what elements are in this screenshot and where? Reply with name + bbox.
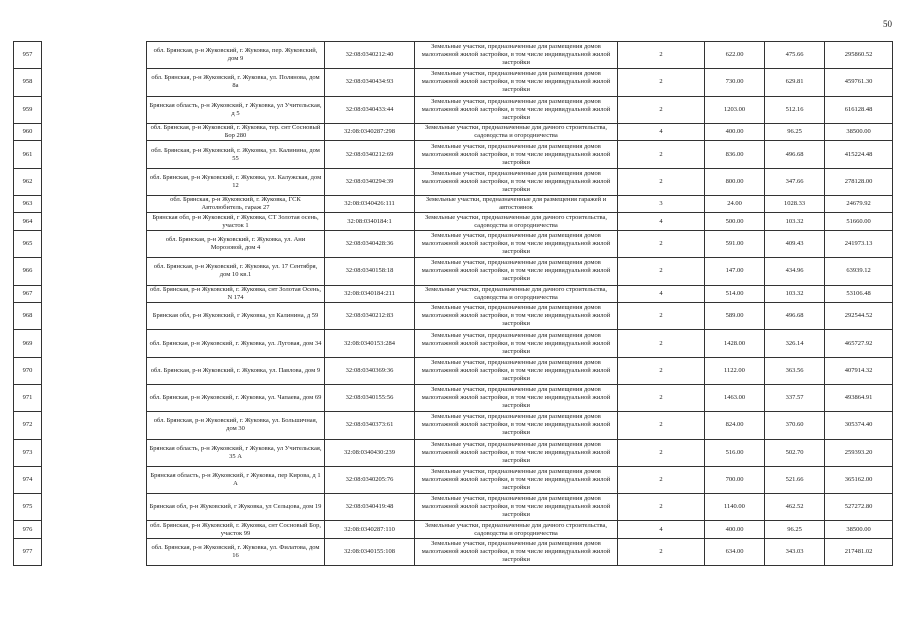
table-row <box>14 123 893 141</box>
group-cell: 2 <box>618 330 705 357</box>
cadastral-rate-cell: 434.96 <box>765 258 825 285</box>
address-cell: обл. Брянская, р-н Жуковский, г. Жуковка, ул. Луговая, дом 34 <box>147 330 325 357</box>
area-cell: 800.00 <box>705 168 765 195</box>
cadastral-rate-cell: 521.66 <box>765 466 825 493</box>
spacer-cell <box>42 168 147 195</box>
table-row <box>14 230 893 257</box>
cadastral-value-cell: 217481.02 <box>825 538 893 565</box>
land-use-purpose-cell: Земельные участки, предназначенные для размещения домов малоэтажной жилой застройки, в том числе индивидуальной жилой застройки <box>415 230 618 257</box>
spacer-cell <box>42 466 147 493</box>
cadastral-rate-cell: 475.66 <box>765 42 825 69</box>
row-number-cell: 975 <box>14 494 42 521</box>
table-row <box>14 141 893 168</box>
cadastral-value-cell: 63939.12 <box>825 258 893 285</box>
land-use-purpose-cell: Земельные участки, предназначенные для размещения домов малоэтажной жилой застройки, в том числе индивидуальной жилой застройки <box>415 141 618 168</box>
table-row <box>14 213 893 231</box>
row-number-cell: 966 <box>14 258 42 285</box>
cadastral-value-cell: 493864.91 <box>825 384 893 411</box>
address-cell: обл. Брянская, р-н Жуковский, г. Жуковка, ул. Ани Морозовой, дом 4 <box>147 230 325 257</box>
land-use-purpose-cell: Земельные участки, предназначенные для размещения домов малоэтажной жилой застройки, в том числе индивидуальной жилой застройки <box>415 357 618 384</box>
land-plots-table <box>13 41 893 566</box>
address-cell: обл. Брянская, р-н Жуковский, г. Жуковка, тер. снт Сосновый Бор 280 <box>147 123 325 141</box>
land-use-purpose-cell: Земельные участки, предназначенные для размещения домов малоэтажной жилой застройки, в том числе индивидуальной жилой застройки <box>415 69 618 96</box>
page-number: 50 <box>883 19 892 29</box>
land-use-purpose-cell: Земельные участки, предназначенные для размещения домов малоэтажной жилой застройки, в том числе индивидуальной жилой застройки <box>415 330 618 357</box>
group-cell: 2 <box>618 96 705 123</box>
spacer-cell <box>42 357 147 384</box>
spacer-cell <box>42 303 147 330</box>
cadastral-number-cell: 32:08:0340287:110 <box>325 521 415 539</box>
cadastral-rate-cell: 337.57 <box>765 384 825 411</box>
table-row <box>14 521 893 539</box>
address-cell: обл. Брянская, р-н Жуковский, г. Жуковка, ул. Филатова, дом 16 <box>147 538 325 565</box>
address-cell: обл. Брянская, р-н Жуковский, г. Жуковка, ул. Чапаева, дом 69 <box>147 384 325 411</box>
group-cell: 3 <box>618 195 705 213</box>
table-row <box>14 42 893 69</box>
row-number-cell: 974 <box>14 466 42 493</box>
cadastral-rate-cell: 370.60 <box>765 412 825 439</box>
table-row <box>14 412 893 439</box>
land-use-purpose-cell: Земельные участки, предназначенные для дачного строительства, садоводства и огородничества <box>415 123 618 141</box>
cadastral-rate-cell: 512.16 <box>765 96 825 123</box>
cadastral-number-cell: 32:08:0340419:48 <box>325 494 415 521</box>
row-number-cell: 961 <box>14 141 42 168</box>
spacer-cell <box>42 96 147 123</box>
table-row <box>14 69 893 96</box>
cadastral-value-cell: 305374.40 <box>825 412 893 439</box>
area-cell: 1122.00 <box>705 357 765 384</box>
cadastral-number-cell: 32:08:0340212:83 <box>325 303 415 330</box>
address-cell: Брянская обл, р-н Жуковский, г Жуковка, ул Калинина, д 59 <box>147 303 325 330</box>
land-use-purpose-cell: Земельные участки, предназначенные для размещения домов малоэтажной жилой застройки, в том числе индивидуальной жилой застройки <box>415 303 618 330</box>
cadastral-value-cell: 38500.00 <box>825 123 893 141</box>
row-number-cell: 963 <box>14 195 42 213</box>
table-row <box>14 195 893 213</box>
cadastral-value-cell: 295860.52 <box>825 42 893 69</box>
land-use-purpose-cell: Земельные участки, предназначенные для размещения домов малоэтажной жилой застройки, в том числе индивидуальной жилой застройки <box>415 538 618 565</box>
row-number-cell: 958 <box>14 69 42 96</box>
area-cell: 824.00 <box>705 412 765 439</box>
land-use-purpose-cell: Земельные участки, предназначенные для размещения домов малоэтажной жилой застройки, в том числе индивидуальной жилой застройки <box>415 42 618 69</box>
address-cell: Брянская область, р-н Жуковский, г Жуковка, ул Учительская, 35 А <box>147 439 325 466</box>
spacer-cell <box>42 384 147 411</box>
cadastral-number-cell: 32:08:0340184:1 <box>325 213 415 231</box>
land-use-purpose-cell: Земельные участки, предназначенные для размещения домов малоэтажной жилой застройки, в том числе индивидуальной жилой застройки <box>415 168 618 195</box>
table-row <box>14 168 893 195</box>
land-use-purpose-cell: Земельные участки, предназначенные для размещения домов малоэтажной жилой застройки, в том числе индивидуальной жилой застройки <box>415 384 618 411</box>
area-cell: 516.00 <box>705 439 765 466</box>
land-use-purpose-cell: Земельные участки, предназначенные для размещения домов малоэтажной жилой застройки, в том числе индивидуальной жилой застройки <box>415 96 618 123</box>
cadastral-rate-cell: 496.68 <box>765 141 825 168</box>
group-cell: 2 <box>618 494 705 521</box>
cadastral-rate-cell: 409.43 <box>765 230 825 257</box>
group-cell: 2 <box>618 466 705 493</box>
spacer-cell <box>42 258 147 285</box>
spacer-cell <box>42 439 147 466</box>
address-cell: обл. Брянская, р-н Жуковский, г. Жуковка, ГСК Автолюбитель, гараж 27 <box>147 195 325 213</box>
cadastral-value-cell: 259393.20 <box>825 439 893 466</box>
address-cell: Брянская область, р-н Жуковский, г Жуковка, ул Учительская, д 5 <box>147 96 325 123</box>
group-cell: 2 <box>618 538 705 565</box>
area-cell: 514.00 <box>705 285 765 303</box>
table-body <box>14 42 893 566</box>
group-cell: 2 <box>618 258 705 285</box>
cadastral-value-cell: 53106.48 <box>825 285 893 303</box>
table-row <box>14 330 893 357</box>
group-cell: 2 <box>618 141 705 168</box>
spacer-cell <box>42 494 147 521</box>
address-cell: Брянская обл, р-н Жуковский, г Жуковка, ул Сельцова, дом 19 <box>147 494 325 521</box>
address-cell: обл. Брянская, р-н Жуковский, г. Жуковка, снт Сосновый Бор, участок 99 <box>147 521 325 539</box>
spacer-cell <box>42 412 147 439</box>
row-number-cell: 970 <box>14 357 42 384</box>
group-cell: 2 <box>618 303 705 330</box>
spacer-cell <box>42 521 147 539</box>
row-number-cell: 957 <box>14 42 42 69</box>
row-number-cell: 972 <box>14 412 42 439</box>
spacer-cell <box>42 141 147 168</box>
cadastral-rate-cell: 103.32 <box>765 285 825 303</box>
cadastral-rate-cell: 343.03 <box>765 538 825 565</box>
group-cell: 2 <box>618 230 705 257</box>
cadastral-value-cell: 616128.48 <box>825 96 893 123</box>
cadastral-number-cell: 32:08:0340155:56 <box>325 384 415 411</box>
row-number-cell: 960 <box>14 123 42 141</box>
row-number-cell: 976 <box>14 521 42 539</box>
area-cell: 1203.00 <box>705 96 765 123</box>
cadastral-number-cell: 32:08:0340212:69 <box>325 141 415 168</box>
group-cell: 2 <box>618 384 705 411</box>
cadastral-number-cell: 32:08:0340153:284 <box>325 330 415 357</box>
group-cell: 2 <box>618 168 705 195</box>
cadastral-value-cell: 465727.92 <box>825 330 893 357</box>
row-number-cell: 959 <box>14 96 42 123</box>
area-cell: 634.00 <box>705 538 765 565</box>
row-number-cell: 977 <box>14 538 42 565</box>
cadastral-value-cell: 365162.00 <box>825 466 893 493</box>
row-number-cell: 967 <box>14 285 42 303</box>
cadastral-number-cell: 32:08:0340205:76 <box>325 466 415 493</box>
cadastral-value-cell: 292544.52 <box>825 303 893 330</box>
spacer-cell <box>42 123 147 141</box>
group-cell: 4 <box>618 123 705 141</box>
spacer-cell <box>42 538 147 565</box>
cadastral-number-cell: 32:08:0340426:111 <box>325 195 415 213</box>
cadastral-rate-cell: 629.81 <box>765 69 825 96</box>
address-cell: Брянская обл, р-н Жуковский, г Жуковка, СТ Золотая осень, участок 1 <box>147 213 325 231</box>
area-cell: 700.00 <box>705 466 765 493</box>
row-number-cell: 971 <box>14 384 42 411</box>
row-number-cell: 962 <box>14 168 42 195</box>
cadastral-rate-cell: 1028.33 <box>765 195 825 213</box>
table-row <box>14 258 893 285</box>
cadastral-rate-cell: 502.70 <box>765 439 825 466</box>
address-cell: обл. Брянская, р-н Жуковский, г. Жуковка, пер. Жуковский, дом 9 <box>147 42 325 69</box>
cadastral-number-cell: 32:08:0340369:36 <box>325 357 415 384</box>
group-cell: 2 <box>618 69 705 96</box>
area-cell: 24.00 <box>705 195 765 213</box>
area-cell: 147.00 <box>705 258 765 285</box>
address-cell: обл. Брянская, р-н Жуковский, г. Жуковка, ул. Большичная, дом 30 <box>147 412 325 439</box>
group-cell: 4 <box>618 285 705 303</box>
spacer-cell <box>42 42 147 69</box>
table-row <box>14 494 893 521</box>
address-cell: обл. Брянская, р-н Жуковский, г. Жуковка, ул. Павлова, дом 9 <box>147 357 325 384</box>
address-cell: обл. Брянская, р-н Жуковский, г. Жуковка, снт Золотая Осень, N 174 <box>147 285 325 303</box>
table-row <box>14 538 893 565</box>
area-cell: 622.00 <box>705 42 765 69</box>
area-cell: 1428.00 <box>705 330 765 357</box>
group-cell: 2 <box>618 439 705 466</box>
cadastral-number-cell: 32:08:0340155:108 <box>325 538 415 565</box>
cadastral-number-cell: 32:08:0340184:211 <box>325 285 415 303</box>
table-row <box>14 303 893 330</box>
area-cell: 836.00 <box>705 141 765 168</box>
cadastral-value-cell: 241973.13 <box>825 230 893 257</box>
cadastral-value-cell: 38500.00 <box>825 521 893 539</box>
area-cell: 1140.00 <box>705 494 765 521</box>
land-use-purpose-cell: Земельные участки, предназначенные для размещения домов малоэтажной жилой застройки, в том числе индивидуальной жилой застройки <box>415 494 618 521</box>
cadastral-number-cell: 32:08:0340430:239 <box>325 439 415 466</box>
land-use-purpose-cell: Земельные участки, предназначенные для дачного строительства, садоводства и огородничества <box>415 213 618 231</box>
spacer-cell <box>42 330 147 357</box>
cadastral-number-cell: 32:08:0340212:40 <box>325 42 415 69</box>
group-cell: 2 <box>618 42 705 69</box>
cadastral-number-cell: 32:08:0340373:61 <box>325 412 415 439</box>
group-cell: 4 <box>618 213 705 231</box>
land-use-purpose-cell: Земельные участки, предназначенные для дачного строительства, садоводства и огородничества <box>415 521 618 539</box>
spacer-cell <box>42 285 147 303</box>
table-row <box>14 285 893 303</box>
spacer-cell <box>42 213 147 231</box>
area-cell: 730.00 <box>705 69 765 96</box>
address-cell: обл. Брянская, р-н Жуковский, г. Жуковка, ул. Полянова, дом 8а <box>147 69 325 96</box>
cadastral-value-cell: 278128.00 <box>825 168 893 195</box>
cadastral-value-cell: 24679.92 <box>825 195 893 213</box>
cadastral-rate-cell: 347.66 <box>765 168 825 195</box>
address-cell: обл. Брянская, р-н Жуковский, г. Жуковка, ул. 17 Сентября, дом 10 кв.1 <box>147 258 325 285</box>
row-number-cell: 964 <box>14 213 42 231</box>
cadastral-value-cell: 407914.32 <box>825 357 893 384</box>
spacer-cell <box>42 195 147 213</box>
address-cell: обл. Брянская, р-н Жуковский, г. Жуковка, ул. Калужская, дом 12 <box>147 168 325 195</box>
table-row <box>14 357 893 384</box>
cadastral-rate-cell: 326.14 <box>765 330 825 357</box>
row-number-cell: 965 <box>14 230 42 257</box>
area-cell: 1463.00 <box>705 384 765 411</box>
spacer-cell <box>42 230 147 257</box>
cadastral-number-cell: 32:08:0340428:36 <box>325 230 415 257</box>
area-cell: 500.00 <box>705 213 765 231</box>
group-cell: 4 <box>618 521 705 539</box>
cadastral-rate-cell: 462.52 <box>765 494 825 521</box>
group-cell: 2 <box>618 412 705 439</box>
cadastral-value-cell: 459761.30 <box>825 69 893 96</box>
address-cell: Брянская область, р-н Жуковский, г Жуковка, пер Кирова, д 1 А <box>147 466 325 493</box>
group-cell: 2 <box>618 357 705 384</box>
address-cell: обл. Брянская, р-н Жуковский, г. Жуковка, ул. Калинина, дом 55 <box>147 141 325 168</box>
area-cell: 589.00 <box>705 303 765 330</box>
cadastral-rate-cell: 96.25 <box>765 123 825 141</box>
row-number-cell: 969 <box>14 330 42 357</box>
spacer-cell <box>42 69 147 96</box>
row-number-cell: 973 <box>14 439 42 466</box>
row-number-cell: 968 <box>14 303 42 330</box>
cadastral-number-cell: 32:08:0340287:298 <box>325 123 415 141</box>
land-use-purpose-cell: Земельные участки, предназначенные для размещения домов малоэтажной жилой застройки, в том числе индивидуальной жилой застройки <box>415 412 618 439</box>
cadastral-number-cell: 32:08:0340433:44 <box>325 96 415 123</box>
table-row <box>14 96 893 123</box>
land-use-purpose-cell: Земельные участки, предназначенные для размещения домов малоэтажной жилой застройки, в том числе индивидуальной жилой застройки <box>415 258 618 285</box>
cadastral-rate-cell: 363.56 <box>765 357 825 384</box>
land-use-purpose-cell: Земельные участки, предназначенные для размещения домов малоэтажной жилой застройки, в том числе индивидуальной жилой застройки <box>415 439 618 466</box>
land-use-purpose-cell: Земельные участки, предназначенные для дачного строительства, садоводства и огородничества <box>415 285 618 303</box>
cadastral-rate-cell: 103.32 <box>765 213 825 231</box>
cadastral-number-cell: 32:08:0340158:18 <box>325 258 415 285</box>
table-row <box>14 439 893 466</box>
cadastral-value-cell: 415224.48 <box>825 141 893 168</box>
cadastral-value-cell: 51660.00 <box>825 213 893 231</box>
cadastral-rate-cell: 496.68 <box>765 303 825 330</box>
table-row <box>14 384 893 411</box>
cadastral-number-cell: 32:08:0340434:93 <box>325 69 415 96</box>
cadastral-rate-cell: 96.25 <box>765 521 825 539</box>
land-use-purpose-cell: Земельные участки, предназначенные для размещения домов малоэтажной жилой застройки, в том числе индивидуальной жилой застройки <box>415 466 618 493</box>
cadastral-value-cell: 527272.80 <box>825 494 893 521</box>
land-use-purpose-cell: Земельные участки, предназначенные для размещения гаражей и автостоянок <box>415 195 618 213</box>
table-row <box>14 466 893 493</box>
cadastral-number-cell: 32:08:0340294:39 <box>325 168 415 195</box>
area-cell: 400.00 <box>705 123 765 141</box>
area-cell: 400.00 <box>705 521 765 539</box>
area-cell: 591.00 <box>705 230 765 257</box>
